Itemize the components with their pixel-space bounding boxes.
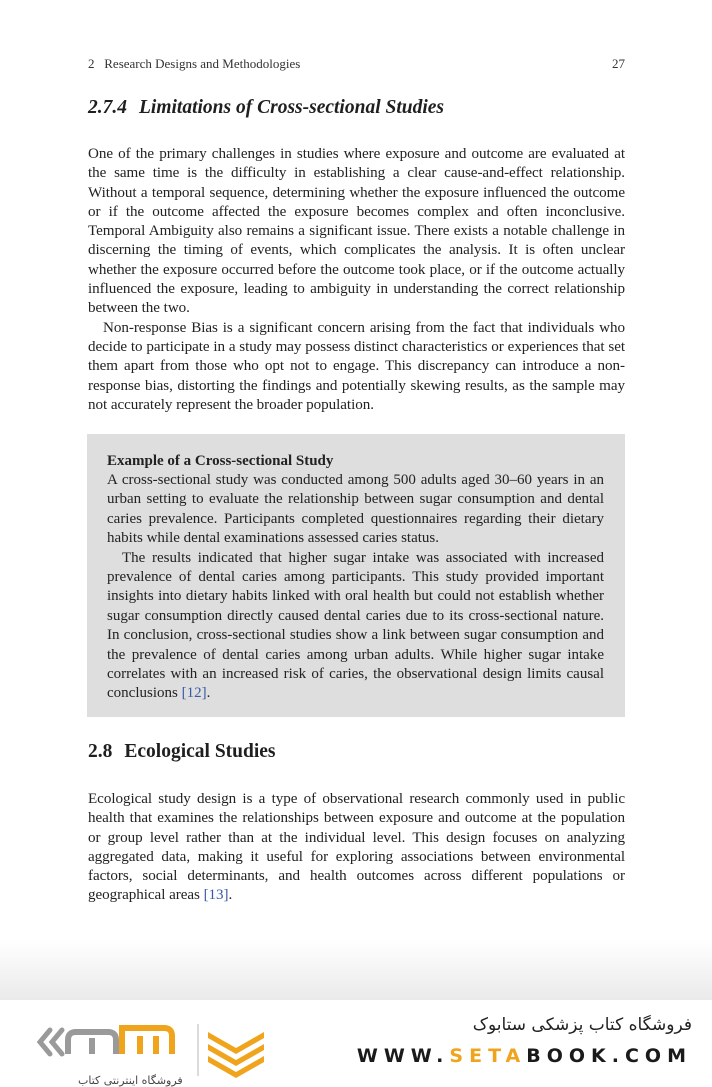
period: . bbox=[206, 685, 211, 702]
logo-subtitle: فروشگاه اینترنتی کتاب bbox=[78, 1074, 183, 1087]
paragraph bbox=[88, 790, 625, 906]
page-number: 27 bbox=[612, 56, 625, 71]
footer-shadow bbox=[0, 940, 712, 1000]
example-paragraph-text: The results indicated that higher sugar intake was associated with increased prevalence of dental caries among participants. This study provided important insights into dietary habits linked with oral health but could not establish whether sugar consumption directly caused dental caries due to its cross-sectional nature. In conclusion, cross-sectional studies show a link between sugar consumption and the prevalence of dental caries among urban adults. While higher sugar intake correlates with an increased risk of caries, the observational design limits causal conclusions bbox=[107, 549, 604, 702]
example-box-title: Example of a Cross-sectional Study bbox=[107, 453, 334, 469]
section-number: 2.7.4 bbox=[88, 97, 127, 118]
example-paragraph: A cross-sectional study was conducted among 500 adults aged 30–60 years in an urban setting to evaluate the relationship between sugar consumption and dental caries prevalence. Participants completed questionnaires regarding their dietary habits while dental examinations assessed caries status. bbox=[107, 472, 604, 547]
period: . bbox=[228, 887, 233, 904]
section-2-7-4-body bbox=[88, 145, 625, 415]
website-prefix: WWW. bbox=[356, 1045, 450, 1067]
section-title: Ecological Studies bbox=[124, 741, 276, 762]
section-2-8-body bbox=[88, 790, 625, 906]
website-highlight: SETA bbox=[449, 1045, 527, 1067]
setabook-logo bbox=[36, 1018, 276, 1087]
store-name: فروشگاه کتاب پزشکی ستابوک bbox=[472, 1015, 692, 1035]
section-heading-2-7-4 bbox=[88, 96, 444, 120]
paragraph: One of the primary challenges in studies where exposure and outcome are evaluated at the same time is the difficulty in establishing a clear cause-and-effect relationship. Without a temporal sequence, determining whether the exposure influenced the outcome or if the outcome affected the exposure becomes complex and often inconclusive. Temporal Ambiguity also remains a significant issue. There exists a notable challenge in discerning the timing of events, which complicates the analysis. It is often unclear whether the exposure occurred before the outcome took place, or if the outcome actually influenced the exposure, leading to ambiguity in understanding the correct relationship between the two. bbox=[88, 146, 625, 317]
example-box-content bbox=[107, 452, 604, 704]
website-url bbox=[357, 1045, 692, 1067]
citation-link[interactable]: [12] bbox=[181, 685, 207, 702]
example-paragraph bbox=[107, 549, 604, 704]
section-number: 2.8 bbox=[88, 741, 113, 762]
citation-link[interactable]: [13] bbox=[203, 887, 229, 904]
paragraph: Non-response Bias is a significant concern arising from the fact that individuals who decide to participate in a study may possess distinct characteristics or experiences that set them apart from those who opt not to engage. This discrepancy can introduce a non-response bias, distorting the findings and potentially skewing results, as the sample may not accurately represent the broader population. bbox=[88, 319, 625, 413]
section-heading-2-8 bbox=[88, 740, 276, 764]
example-box bbox=[87, 434, 625, 717]
paragraph-text: Ecological study design is a type of observational research commonly used in public health that examines the relationships between exposure and outcome at the population or group level rather than at the individual level. This design focuses on analyzing aggregated data, making it useful for exploring associations between environmental factors, social determinants, and health outcomes across different populations or geographical areas bbox=[88, 791, 625, 904]
setabook-logo-icon bbox=[36, 1018, 276, 1078]
running-head-chapter: 2 Research Designs and Methodologies bbox=[88, 56, 301, 71]
section-title: Limitations of Cross-sectional Studies bbox=[139, 97, 445, 118]
website-suffix: BOOK.COM bbox=[526, 1045, 692, 1067]
watermark-footer bbox=[0, 1000, 712, 1087]
